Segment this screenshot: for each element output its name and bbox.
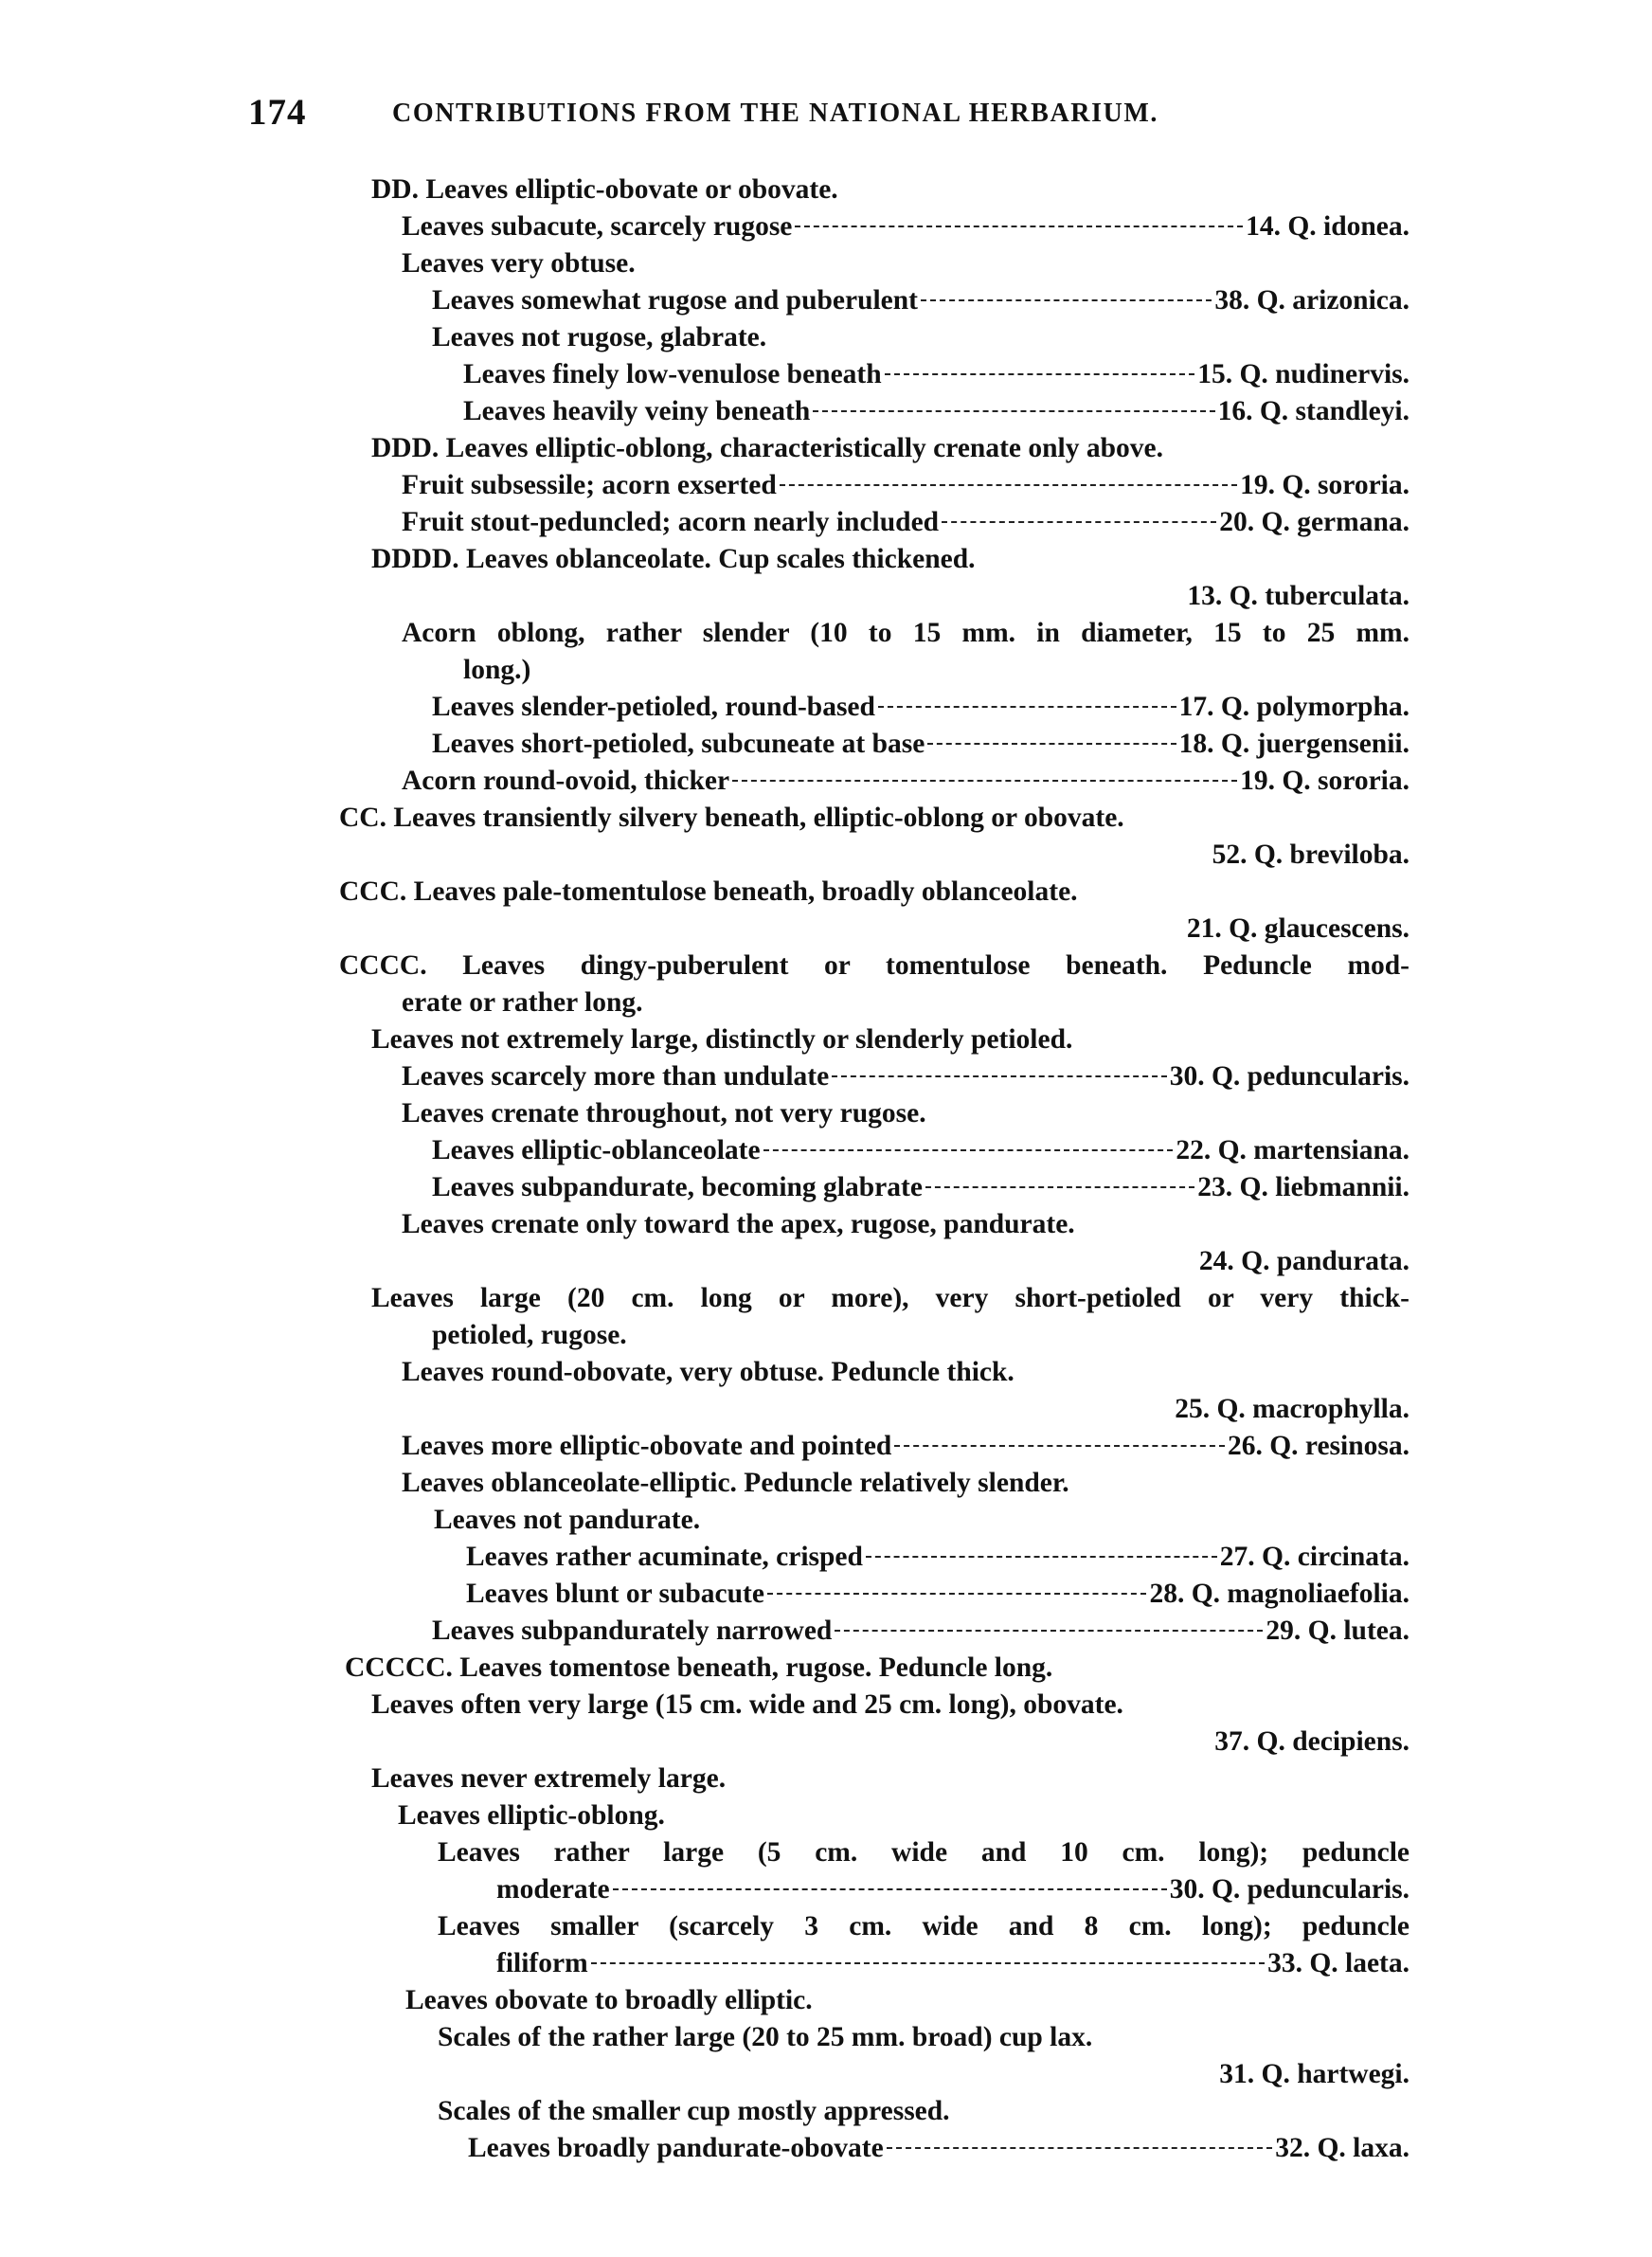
taxon-name: 25. Q. macrophylla. [1175, 1394, 1410, 1424]
taxon-name: 17. Q. polymorpha. [1178, 692, 1410, 722]
dot-leader [832, 1075, 1167, 1077]
key-line-cc: CC. Leaves transiently silvery beneath, elliptic-oblong or obovate. [339, 803, 1124, 833]
key-lead: Fruit subsessile; acorn exserted 19. Q. sororia. [402, 466, 1410, 504]
taxon-name: 13. Q. tuberculata. [1187, 581, 1410, 611]
dot-leader [925, 1186, 1194, 1188]
dot-leader [795, 226, 1243, 227]
key-lead: Leaves broadly pandurate-obovate 32. Q. laxa. [468, 2129, 1410, 2167]
dot-leader [927, 743, 1176, 745]
key-lead: Acorn round-ovoid, thicker 19. Q. sororia. [402, 762, 1410, 800]
taxon-name: 52. Q. breviloba. [1212, 840, 1410, 870]
dot-leader [921, 299, 1212, 301]
key-taxon-line [1214, 1723, 1410, 1760]
key-line: Acorn oblong, rather slender (10 to 15 mm. in diameter, 15 to 25 mm. [402, 618, 1410, 648]
dot-leader [835, 1630, 1263, 1632]
taxon-name: 37. Q. decipiens. [1214, 1726, 1410, 1757]
key-lead: Leaves elliptic-oblanceolate 22. Q. martensiana. [432, 1131, 1410, 1169]
dot-leader [878, 706, 1176, 708]
key-line: Leaves oblanceolate-elliptic. Peduncle relatively slender. [402, 1468, 1069, 1498]
key-lead: Leaves scarcely more than undulate 30. Q. peduncularis. [402, 1057, 1410, 1095]
key-taxon-line [1175, 1390, 1410, 1428]
key-lead: Leaves heavily veiny beneath 16. Q. standleyi. [463, 392, 1410, 430]
dot-leader [866, 1556, 1217, 1558]
key-line-ccc: CCC. Leaves pale-tomentulose beneath, broadly oblanceolate. [339, 876, 1078, 907]
taxon-name: 32. Q. laxa. [1275, 2133, 1410, 2163]
taxon-name: 30. Q. peduncularis. [1169, 1874, 1410, 1905]
dot-leader [763, 1149, 1174, 1151]
taxon-name: 14. Q. idonea. [1246, 211, 1410, 242]
dot-leader [887, 2147, 1273, 2149]
taxon-name: 18. Q. juergensenii. [1178, 729, 1410, 759]
dot-leader [613, 1888, 1167, 1890]
key-line: Leaves not rugose, glabrate. [432, 322, 767, 352]
key-line: long.) [463, 655, 531, 685]
taxon-name: 38. Q. arizonica. [1214, 285, 1410, 316]
key-lead: Leaves rather acuminate, crisped 27. Q. circinata. [466, 1538, 1410, 1576]
dot-leader [942, 521, 1216, 523]
key-line: Leaves not pandurate. [434, 1505, 701, 1535]
key-taxon-line [1212, 836, 1410, 874]
taxon-name: 22. Q. martensiana. [1176, 1135, 1410, 1165]
key-lead: Leaves subacute, scarcely rugose 14. Q. idonea. [402, 208, 1410, 245]
key-lead: Fruit stout-peduncled; acorn nearly included 20. Q. germana. [402, 503, 1410, 541]
dot-leader [767, 1593, 1147, 1595]
key-line: Leaves crenate only toward the apex, rugose, pandurate. [402, 1209, 1075, 1239]
key-taxon-line [1187, 910, 1410, 948]
dot-leader [591, 1962, 1265, 1964]
taxon-name: 19. Q. sororia. [1240, 766, 1410, 796]
taxon-name: 28. Q. magnoliaefolia. [1149, 1579, 1410, 1609]
taxon-name: 19. Q. sororia. [1240, 470, 1410, 500]
key-lead: Leaves short-petioled, subcuneate at base 18. Q. juergensenii. [432, 725, 1410, 763]
taxon-name: 20. Q. germana. [1219, 507, 1410, 537]
key-line: Leaves very obtuse. [402, 248, 636, 279]
taxon-name: 33. Q. laeta. [1267, 1948, 1410, 1978]
taxon-name: 16. Q. standleyi. [1217, 396, 1410, 426]
key-line-ccccc: CCCCC. Leaves tomentose beneath, rugose. Peduncle long. [345, 1652, 1053, 1683]
key-line: Leaves rather large (5 cm. wide and 10 cm. long); peduncle [438, 1837, 1410, 1868]
key-line: Leaves never extremely large. [371, 1763, 727, 1794]
key-lead: moderate 30. Q. peduncularis. [496, 1870, 1410, 1908]
dot-leader [780, 484, 1237, 486]
dot-leader [885, 373, 1195, 375]
key-line-ddd: DDD. Leaves elliptic-oblong, characteristically crenate only above. [371, 433, 1163, 463]
taxon-name: 30. Q. peduncularis. [1169, 1061, 1410, 1092]
taxon-name: 29. Q. lutea. [1266, 1616, 1410, 1646]
key-line-cccc: CCCC. Leaves dingy-puberulent or tomentulose beneath. Peduncle mod- [339, 950, 1410, 981]
key-line: Scales of the rather large (20 to 25 mm. broad) cup lax. [438, 2022, 1093, 2052]
key-line: Leaves smaller (scarcely 3 cm. wide and 8 cm. long); peduncle [438, 1911, 1410, 1941]
key-line: petioled, rugose. [432, 1320, 627, 1350]
key-taxon-line [1219, 2055, 1410, 2093]
key-lead: Leaves slender-petioled, round-based 17. Q. polymorpha. [432, 688, 1410, 726]
running-title: CONTRIBUTIONS FROM THE NATIONAL HERBARIUM. [392, 99, 1159, 128]
key-taxon-line [1187, 577, 1410, 615]
key-line: Leaves obovate to broadly elliptic. [405, 1985, 813, 2015]
key-line: Scales of the smaller cup mostly appressed. [438, 2096, 950, 2126]
key-lead: Leaves subpandurately narrowed 29. Q. lutea. [432, 1612, 1410, 1650]
key-lead: Leaves blunt or subacute 28. Q. magnoliaefolia. [466, 1575, 1410, 1613]
key-line: Leaves not extremely large, distinctly or slenderly petioled. [371, 1024, 1073, 1055]
key-lead: Leaves finely low-venulose beneath 15. Q. nudinervis. [463, 355, 1410, 393]
taxon-name: 23. Q. liebmannii. [1197, 1172, 1410, 1202]
key-line: Leaves often very large (15 cm. wide and 25 cm. long), obovate. [371, 1689, 1123, 1720]
key-line-dd: DD. Leaves elliptic-obovate or obovate. [371, 174, 838, 205]
key-line: Leaves crenate throughout, not very rugose. [402, 1098, 926, 1128]
key-taxon-line [1199, 1242, 1410, 1280]
key-line: Leaves elliptic-oblong. [398, 1800, 665, 1831]
key-lead: Leaves subpandurate, becoming glabrate 23. Q. liebmannii. [432, 1168, 1410, 1206]
key-lead: Leaves somewhat rugose and puberulent 38. Q. arizonica. [432, 281, 1410, 319]
taxon-name: 15. Q. nudinervis. [1197, 359, 1410, 389]
key-line: Leaves round-obovate, very obtuse. Peduncle thick. [402, 1357, 1015, 1387]
page-number: 174 [248, 92, 307, 133]
key-lead: filiform 33. Q. laeta. [496, 1944, 1410, 1982]
key-line: erate or rather long. [402, 987, 643, 1018]
key-lead: Leaves more elliptic-obovate and pointed 26. Q. resinosa. [402, 1427, 1410, 1465]
dot-leader [732, 780, 1237, 782]
key-line: Leaves large (20 cm. long or more), very short-petioled or very thick- [371, 1283, 1410, 1313]
taxon-name: 31. Q. hartwegi. [1219, 2059, 1410, 2089]
dot-leader [894, 1445, 1225, 1447]
taxon-name: 21. Q. glaucescens. [1186, 913, 1410, 944]
taxon-name: 26. Q. resinosa. [1227, 1431, 1410, 1461]
dot-leader [813, 410, 1214, 412]
taxon-name: 27. Q. circinata. [1219, 1542, 1410, 1572]
taxon-name: 24. Q. pandurata. [1198, 1246, 1410, 1276]
key-line-dddd: DDDD. Leaves oblanceolate. Cup scales thickened. [371, 544, 976, 574]
